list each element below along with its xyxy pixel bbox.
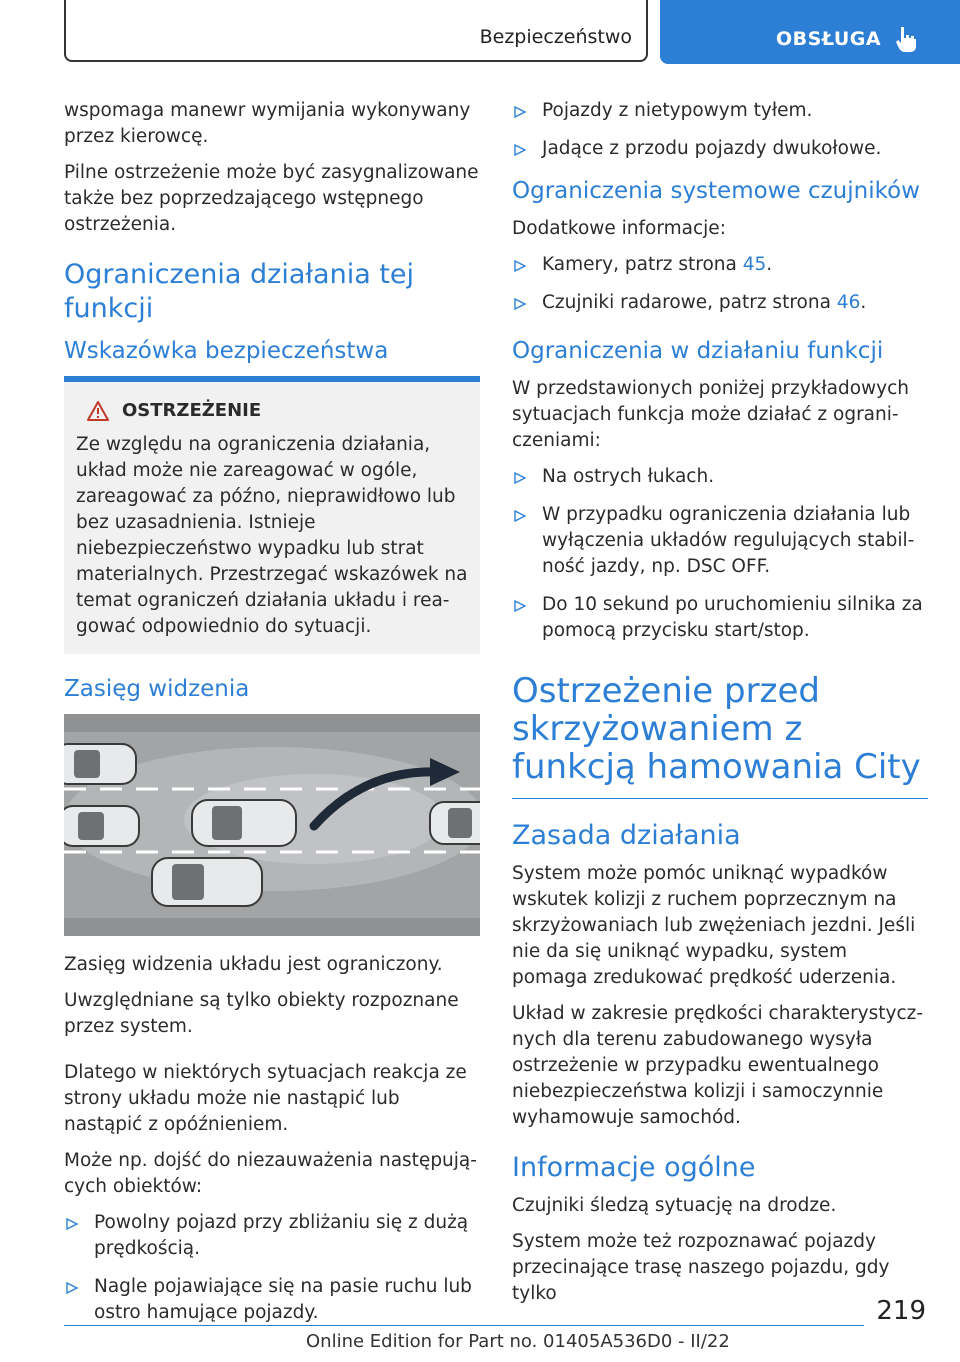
bullet-triangle-icon [514, 106, 526, 118]
list-item-text: Do 10 sekund po uruchomieniu silnika za pomocą przycisku start/stop. [542, 594, 923, 641]
paragraph: System może pomóc uniknąć wypadków wskutek kolizji z ruchem poprzecznym na skrzyżowaniach lub zwężeniach jezdni. Jeśli nie da się uniknąć wypadku, system pomaga zredukować prędkość uderzenia. [512, 863, 916, 988]
list-item [512, 464, 928, 490]
warning-triangle-icon [86, 400, 110, 422]
list-item [512, 252, 928, 278]
ref-end: . [766, 254, 773, 275]
ref-text: Czujniki radarowe, patrz strona [542, 292, 837, 313]
heading-general: Informacje ogólne [512, 1152, 756, 1183]
paragraph: Dodatkowe informacje: [512, 218, 726, 239]
page-link-radar[interactable]: 46 [836, 292, 861, 313]
paragraph: Może np. dojść do niezauważenia następujących obiektów: [64, 1150, 477, 1197]
paragraph: Układ w zakresie prędkości charakterystycznych dla terenu zabudowanego wysyła ostrzeżenie w przypadku ewentualnego niebezpieczeństwa kolizji i samoczynnie wyhamowuje samochód. [512, 1003, 924, 1128]
paragraph: System może też rozpoznawać pojazdy przecinające trasę naszego pojazdu, gdy tylko [512, 1231, 890, 1304]
detection-range-illustration [64, 714, 480, 936]
list-item [64, 1210, 480, 1262]
list-item [512, 290, 928, 316]
heading-sensor-limits: Ograniczenia systemowe czujników [512, 178, 920, 204]
bullet-triangle-icon [514, 510, 526, 522]
page-header [0, 0, 960, 66]
heading-rule [512, 798, 928, 799]
bullet-triangle-icon [514, 260, 526, 272]
paragraph: wspomaga manewr wymijania wykonywany przez kierowcę. [64, 100, 471, 147]
warning-box [64, 376, 480, 654]
list-item [512, 136, 928, 162]
warning-header [76, 398, 468, 424]
section-header [64, 0, 648, 62]
warning-title: OSTRZEŻENIE [122, 400, 262, 421]
list-item-text: Jadące z przodu pojazdy dwukołowe. [542, 138, 882, 159]
list-item [512, 98, 928, 124]
footer-edition: Online Edition for Part no. 01405A536D0 - II/22 [306, 1331, 730, 1352]
list-item-text: Na ostrych łukach. [542, 466, 715, 487]
hand-pointer-icon [892, 24, 922, 54]
footer-rule [64, 1325, 864, 1326]
list-item-text: Powolny pojazd przy zbliżaniu się z dużą prędkością. [94, 1212, 469, 1259]
list-item [512, 502, 928, 580]
bullet-list [512, 464, 928, 644]
heading-safety: Wskazówka bezpieczeństwa [64, 338, 389, 364]
paragraph: Dlatego w niektórych sytuacjach reakcja ze strony układu może nie nastąpić lub nastąpić z opóźnieniem. [64, 1062, 467, 1135]
chapter-tab [660, 0, 960, 64]
paragraph: Uwzględniane są tylko obiekty rozpoznane przez system. [64, 990, 459, 1037]
chapter-title: OBSŁUGA [776, 28, 882, 50]
list-item-text: W przypadku ograniczenia działania lub wyłączenia układów regulujących stabilność jazdy, np. DSC OFF. [542, 504, 915, 577]
right-column [512, 98, 928, 1317]
ref-text: Kamery, patrz strona [542, 254, 743, 275]
bullet-triangle-icon [514, 600, 526, 612]
bullet-triangle-icon [66, 1282, 78, 1294]
heading-range: Zasięg widzenia [64, 676, 250, 702]
bullet-triangle-icon [66, 1218, 78, 1230]
warning-text: Ze względu na ograniczenia działania, układ może nie zareagować w ogóle, zareagować za późno, nieprawidłowo lub bez uzasadnienia. Istnieje niebezpieczeństwo wypadku lub strat materialnych. Przestrzegać wskazówek na temat ograniczeń działania układu i reagować odpowiednio do sytuacji. [76, 434, 468, 637]
paragraph: Zasięg widzenia układu jest ograniczony. [64, 954, 443, 975]
left-column [64, 98, 480, 1338]
list-item [64, 1274, 480, 1326]
bullet-triangle-icon [514, 472, 526, 484]
paragraph: Pilne ostrzeżenie może być zasygnalizowane także bez poprzedzającego wstępnego ostrzeżenia. [64, 162, 479, 235]
page-link-cameras[interactable]: 45 [742, 254, 767, 275]
paragraph: Czujniki śledzą sytuację na drodze. [512, 1195, 837, 1216]
bullet-triangle-icon [514, 144, 526, 156]
heading-limits: Ograniczenia działania tej funkcji [64, 259, 415, 324]
bullet-list [512, 98, 928, 162]
paragraph: W przedstawionych poniżej przykładowych sytuacjach funkcja może działać z ograniczeniami: [512, 378, 910, 451]
section-title: Bezpieczeństwo [479, 26, 632, 48]
list-item [512, 592, 928, 644]
reference-list [512, 252, 928, 316]
heading-main: Ostrzeżenie przed skrzyżowaniem z funkcją hamowania City [512, 671, 921, 787]
heading-principle: Zasada działania [512, 820, 741, 851]
bullet-triangle-icon [514, 298, 526, 310]
page-number: 219 [876, 1296, 926, 1326]
list-item-text: Nagle pojawiające się na pasie ruchu lub ostro hamujące pojazdy. [94, 1276, 472, 1323]
bullet-list [64, 1210, 480, 1326]
heading-function-limits: Ograniczenia w działaniu funkcji [512, 338, 884, 364]
ref-end: . [860, 292, 867, 313]
list-item-text: Pojazdy z nietypowym tyłem. [542, 100, 813, 121]
